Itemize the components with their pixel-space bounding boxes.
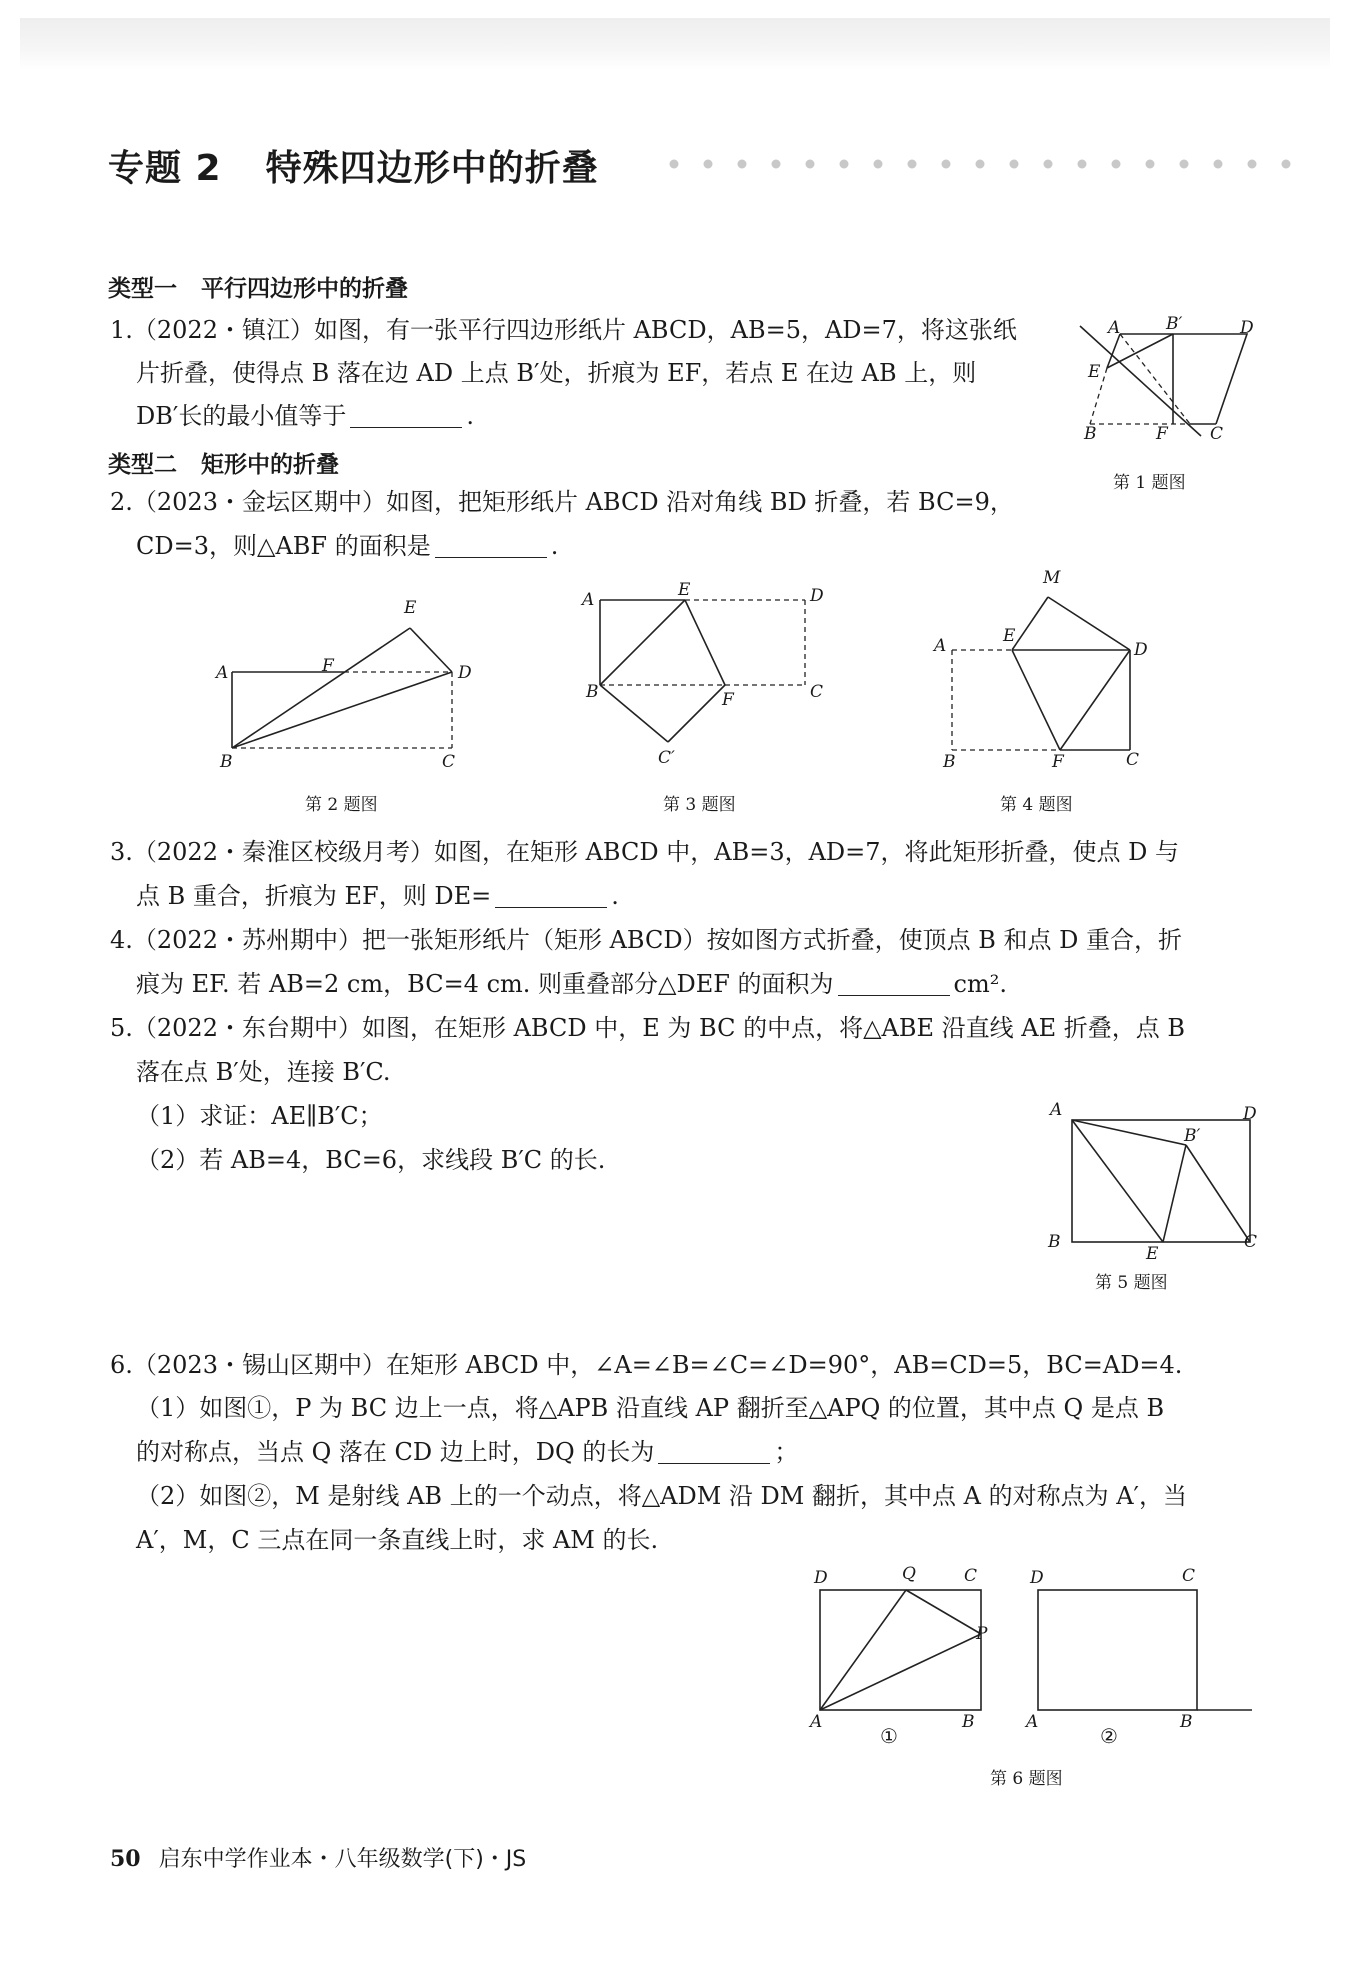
fig5-label-E: E <box>1146 1244 1159 1264</box>
answer-blank-4[interactable] <box>838 973 950 996</box>
figure-1-parallelogram <box>1080 318 1260 443</box>
topic-number: 专题 2 <box>108 148 222 189</box>
fig2-label-D: D <box>458 663 472 683</box>
fig6-left-label-D: D <box>814 1568 828 1588</box>
answer-blank-3[interactable] <box>495 885 607 908</box>
page-number: 50 <box>110 1846 141 1872</box>
figure-4-rectangle-fold <box>940 585 1140 765</box>
problem-5-line-1: 5.（2022・东台期中）如图，在矩形 ABCD 中，E 为 BC 的中点，将△ABE 沿直线 AE 折叠，点 B <box>110 1014 1186 1042</box>
page-title <box>108 140 599 191</box>
fig6-left-label-B: B <box>962 1712 975 1732</box>
figure-4-caption: 第 4 题图 <box>1000 795 1073 815</box>
figure-5-caption: 第 5 题图 <box>1095 1273 1168 1293</box>
fig4-label-A: A <box>934 636 947 656</box>
title-dots-decoration <box>668 158 1308 170</box>
scan-top-band <box>20 18 1330 70</box>
problem-2-line-1: 2.（2023・金坛区期中）如图，把矩形纸片 ABCD 沿对角线 BD 折叠，若 BC=9， <box>110 488 1014 516</box>
fig6-left-label-A: A <box>810 1712 823 1732</box>
figure-2-rectangle-fold <box>220 600 470 760</box>
fig4-label-C: C <box>1126 750 1140 770</box>
problem-4-line-2: 痕为 EF. 若 AB=2 cm，BC=4 cm. 则重叠部分△DEF 的面积为 cm². <box>136 970 1007 998</box>
fig3-label-A: A <box>582 590 595 610</box>
fig5-label-C: C <box>1244 1232 1258 1252</box>
problem-6-question-2a: （2）如图②，M 是射线 AB 上的一个动点，将△ADM 沿 DM 翻折，其中点 A 的对称点为 A′，当 <box>136 1482 1188 1510</box>
problem-6-line-1: 6.（2023・锡山区期中）在矩形 ABCD 中，∠A=∠B=∠C=∠D=90°，AB=CD=5，BC=AD=4. <box>110 1351 1183 1379</box>
figure-5-rectangle-fold <box>1060 1110 1260 1250</box>
fig4-label-M: M <box>1043 568 1061 588</box>
problem-3-line-1: 3.（2022・秦淮区校级月考）如图，在矩形 ABCD 中，AB=3，AD=7，将此矩形折叠，使点 D 与 <box>110 838 1180 866</box>
fig3-label-C-prime: C′ <box>658 748 675 768</box>
fig5-label-D: D <box>1243 1104 1257 1124</box>
problem-2-line-2: CD=3，则△ABF 的面积是 . <box>136 532 559 560</box>
problem-6-question-1a: （1）如图①，P 为 BC 边上一点，将△APB 沿直线 AP 翻折至△APQ 的位置，其中点 Q 是点 B <box>136 1394 1165 1422</box>
fig6-left-label-P: P <box>976 1624 988 1644</box>
fig6-right-label-B: B <box>1180 1712 1193 1732</box>
fig5-label-B: B <box>1048 1232 1061 1252</box>
page-footer <box>110 1842 526 1873</box>
fig1-label-B: B <box>1084 424 1097 444</box>
fig5-label-A: A <box>1050 1100 1063 1120</box>
problem-5-question-1: （1）求证：AE∥B′C； <box>136 1102 383 1130</box>
problem-1-line-3: DB′长的最小值等于 . <box>136 402 474 430</box>
problem-6-question-2b: A′，M，C 三点在同一条直线上时，求 AM 的长. <box>136 1526 659 1554</box>
fig6-left-label-Q: Q <box>902 1564 916 1584</box>
fig2-label-A: A <box>216 663 229 683</box>
problem-1-line-2: 片折叠，使得点 B 落在边 AD 上点 B′处，折痕为 EF，若点 E 在边 AB 上，则 <box>136 359 977 387</box>
fig6-right-mark: ② <box>1100 1724 1118 1748</box>
answer-blank-2[interactable] <box>435 535 547 558</box>
fig6-right-label-A: A <box>1026 1712 1039 1732</box>
problem-5-question-2: （2）若 AB=4，BC=6，求线段 B′C 的长. <box>136 1146 606 1174</box>
problem-4-line-1: 4.（2022・苏州期中）把一张矩形纸片（矩形 ABCD）按如图方式折叠，使顶点 B 和点 D 重合，折 <box>110 926 1183 954</box>
fig3-label-E: E <box>678 580 691 600</box>
fig1-label-B-prime: B′ <box>1166 314 1183 334</box>
fig2-label-E: E <box>404 598 417 618</box>
figure-3-rectangle-fold <box>590 590 820 760</box>
book-title: 启东中学作业本・八年级数学(下)・JS <box>158 1847 527 1872</box>
problem-5-line-2: 落在点 B′处，连接 B′C. <box>136 1058 391 1086</box>
fig6-left-mark: ① <box>880 1724 898 1748</box>
answer-blank-1[interactable] <box>350 405 462 428</box>
fig3-label-F: F <box>722 690 734 710</box>
answer-blank-6[interactable] <box>658 1441 770 1464</box>
section-type2-heading: 类型二 矩形中的折叠 <box>108 452 339 478</box>
fig4-label-E: E <box>1003 626 1016 646</box>
figure-6-right-rectangle <box>1028 1580 1260 1720</box>
fig3-label-B: B <box>586 682 599 702</box>
fig3-label-C: C <box>810 682 824 702</box>
fig1-label-E: E <box>1088 362 1101 382</box>
fig4-label-D: D <box>1134 640 1148 660</box>
fig1-label-D: D <box>1240 318 1254 338</box>
problem-1-line-1: 1.（2022・镇江）如图，有一张平行四边形纸片 ABCD，AB=5，AD=7，将这张纸 <box>110 316 1017 344</box>
problem-6-question-1b: 的对称点，当点 Q 落在 CD 边上时，DQ 的长为 ； <box>136 1438 799 1466</box>
fig2-label-C: C <box>442 752 456 772</box>
figure-2-caption: 第 2 题图 <box>305 795 378 815</box>
fig1-label-C: C <box>1210 424 1224 444</box>
figure-3-caption: 第 3 题图 <box>663 795 736 815</box>
fig1-label-A: A <box>1108 318 1121 338</box>
fig2-label-F: F <box>322 656 334 676</box>
topic-title: 特殊四边形中的折叠 <box>265 148 599 189</box>
fig6-right-label-D: D <box>1030 1568 1044 1588</box>
problem-3-line-2: 点 B 重合，折痕为 EF，则 DE= . <box>136 882 619 910</box>
fig5-label-B-prime: B′ <box>1184 1126 1201 1146</box>
figure-6-left-rectangle <box>810 1580 990 1720</box>
section-type1-heading: 类型一 平行四边形中的折叠 <box>108 276 408 302</box>
fig2-label-B: B <box>220 752 233 772</box>
fig4-label-F: F <box>1052 752 1064 772</box>
fig6-right-label-C: C <box>1182 1566 1196 1586</box>
figure-1-caption: 第 1 题图 <box>1113 473 1186 493</box>
fig1-label-F: F <box>1156 424 1168 444</box>
fig3-label-D: D <box>810 586 824 606</box>
fig4-label-B: B <box>943 752 956 772</box>
fig6-left-label-C: C <box>964 1566 978 1586</box>
figure-6-caption: 第 6 题图 <box>990 1769 1063 1789</box>
